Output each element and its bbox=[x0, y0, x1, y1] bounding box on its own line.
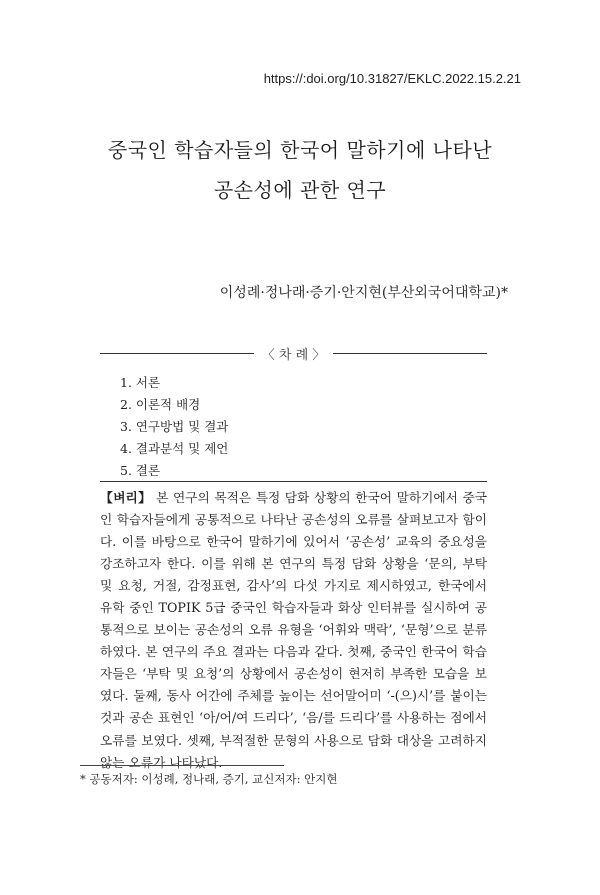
abstract-body: 본 연구의 목적은 특정 담화 상황의 한국어 말하기에서 중국인 학습자들에게 공통적으로 나타난 공손성의 오류를 살펴보고자 함이다. 이를 바탕으로 한국어 말하기에 있어서 ‘공손성’ 교육의 중요성을 강조하고자 한다. 이를 위해 본 연구의 특정 담화 상황을 ‘문의, 부탁 및 요청, 거절, 감정표현, 감사’의 다섯 가지로 제시하였고, 한국에서 유학 중인 TOPIK 5급 중국인 학습자들과 화상 인터뷰를 실시하여 공통적으로 보이는 공손성의 오류 유형을 ‘어휘와 맥락’, ‘문형’으로 분류하였다. 본 연구의 주요 결과는 다음과 같다. 첫째, 중국인 한국어 학습자들은 ‘부탁 및 요청’의 상황에서 공손성이 현저히 부족한 모습을 보였다. 둘째, 동사 어간에 주체를 높이는 선어말어미 ‘-(으)시’를 붙이는 것과 공손 표현인 ‘아/어/여 드리다’, ‘음/를 드리다’를 사용하는 점에서 오류를 보였다. 셋째, 부적절한 문형의 사용으로 담화 대상을 고려하지 않는 오류가 나타났다. bbox=[100, 490, 487, 770]
abstract bbox=[100, 487, 487, 774]
footnote-divider bbox=[80, 765, 284, 766]
toc-item: 4. 결과분석 및 제언 bbox=[120, 441, 229, 456]
toc-item: 1. 서론 bbox=[120, 375, 161, 390]
toc-item: 3. 연구방법 및 결과 bbox=[120, 419, 229, 434]
footnote: * 공동저자: 이성례, 정나래, 증기, 교신저자: 안지현 bbox=[80, 772, 338, 786]
author-list: 이성례·정나래·증기·안지현(부산외국어대학교)* bbox=[219, 285, 508, 301]
toc-heading-label: 〈 차 례 〉 bbox=[261, 347, 326, 363]
title-line-2: 공손성에 관한 연구 bbox=[213, 178, 387, 202]
toc-heading bbox=[100, 343, 487, 363]
abstract-divider bbox=[100, 481, 487, 482]
toc-rule-left bbox=[100, 353, 254, 354]
doi-link[interactable]: https://:doi.org/10.31827/EKLC.2022.15.2.21 bbox=[263, 71, 521, 86]
toc-item: 2. 이론적 배경 bbox=[120, 397, 201, 412]
toc-item: 5. 결론 bbox=[120, 463, 161, 478]
paper-title bbox=[0, 130, 600, 210]
table-of-contents bbox=[120, 372, 228, 482]
toc-rule-right bbox=[333, 353, 487, 354]
abstract-label: 【벼리】 bbox=[100, 490, 152, 505]
title-line-1: 중국인 학습자들의 한국어 말하기에 나타난 bbox=[107, 138, 493, 162]
